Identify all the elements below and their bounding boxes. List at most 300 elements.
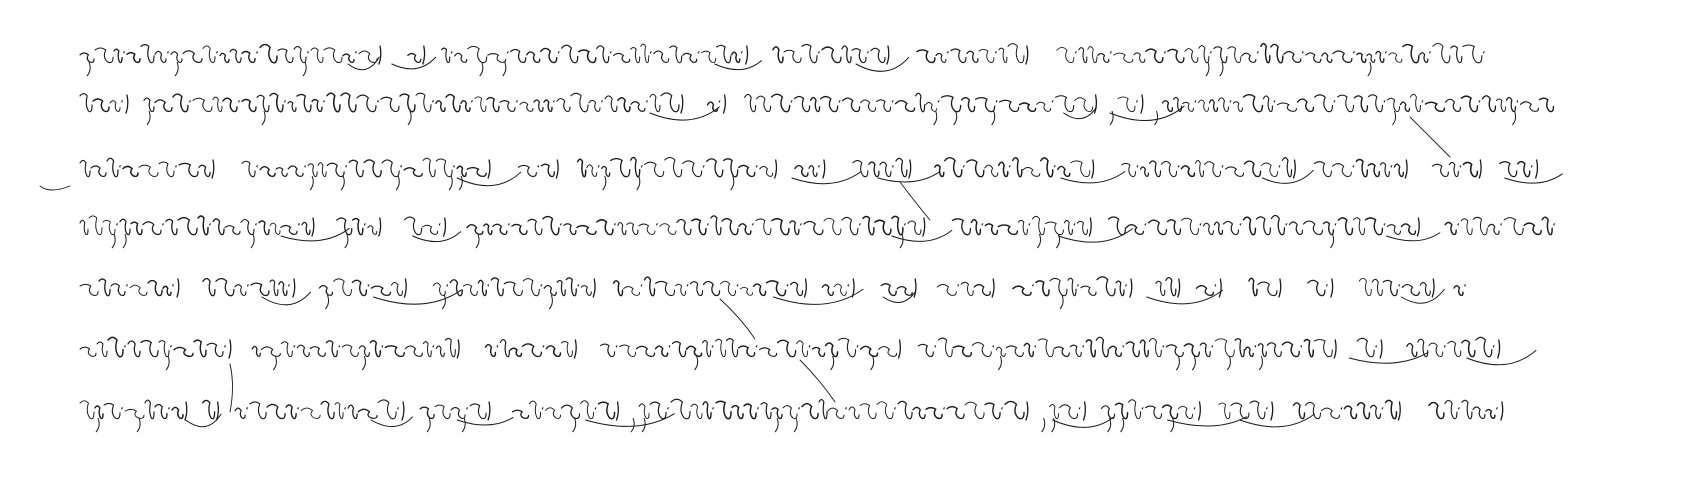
glyph-stroke <box>1037 102 1051 111</box>
descender-stroke <box>396 176 399 190</box>
glyph-stroke <box>1271 44 1283 62</box>
tsheg-mark <box>1383 223 1385 226</box>
glyph-stroke <box>871 48 885 62</box>
glyph-stroke <box>822 285 833 296</box>
cursive-tail <box>186 414 221 427</box>
descender-stroke <box>794 418 797 432</box>
glyph-stroke <box>1445 99 1460 111</box>
glyph-stroke <box>352 280 366 295</box>
glyph-stroke <box>624 287 640 296</box>
glyph-stroke <box>783 406 797 419</box>
tsheg-mark <box>1326 284 1328 287</box>
tsheg-mark <box>323 100 325 103</box>
tsheg-mark <box>1110 51 1112 54</box>
glyph-stroke <box>1250 401 1265 419</box>
tsheg-mark <box>1136 100 1138 103</box>
glyph-stroke <box>926 408 942 419</box>
glyph-stroke <box>1086 340 1095 357</box>
shad-mark <box>1334 340 1336 358</box>
glyph-stroke <box>1402 285 1419 296</box>
tsheg-mark <box>1229 100 1231 103</box>
glyph-stroke <box>605 96 617 112</box>
glyph-stroke <box>947 407 964 419</box>
tsheg-mark <box>1516 100 1518 103</box>
shad-mark <box>379 46 381 64</box>
glyph-stroke <box>979 49 994 62</box>
tsheg-mark <box>1478 100 1480 103</box>
script-line-1 <box>80 38 1580 78</box>
glyph-stroke <box>721 281 736 295</box>
tsheg-mark <box>845 407 847 410</box>
glyph-stroke <box>404 168 422 177</box>
glyph-stroke <box>1245 347 1253 356</box>
tsheg-mark <box>1082 345 1084 348</box>
glyph-stroke <box>739 346 755 356</box>
glyph-stroke <box>93 99 109 112</box>
glyph-stroke <box>491 278 503 296</box>
shad-mark <box>1380 340 1382 358</box>
glyph-stroke <box>942 96 961 112</box>
glyph-stroke <box>687 346 702 356</box>
glyph-stroke <box>199 165 210 176</box>
glyph-stroke <box>1122 163 1136 176</box>
shad-mark <box>899 340 901 358</box>
glyph-stroke <box>985 224 997 235</box>
tsheg-mark <box>542 407 544 410</box>
glyph-stroke <box>442 48 450 62</box>
tsheg-mark <box>466 407 468 410</box>
glyph-stroke <box>318 163 326 177</box>
tsheg-mark <box>1222 165 1224 168</box>
descender-stroke <box>1192 356 1195 370</box>
tsheg-mark <box>1553 223 1555 226</box>
glyph-stroke <box>843 98 860 111</box>
glyph-stroke <box>1338 218 1352 235</box>
tsheg-mark <box>553 100 555 103</box>
glyph-stroke <box>436 159 452 177</box>
glyph-stroke <box>1306 53 1321 62</box>
cursive-tail <box>392 57 436 69</box>
glyph-stroke <box>114 49 122 62</box>
glyph-stroke <box>343 54 354 62</box>
descender-stroke <box>96 418 99 432</box>
shad-mark <box>914 279 916 297</box>
descender-stroke <box>934 111 937 125</box>
cursive-tail <box>650 107 719 120</box>
glyph-stroke <box>270 280 278 296</box>
glyph-stroke <box>961 282 973 295</box>
tsheg-mark <box>209 223 211 226</box>
glyph-stroke <box>971 220 980 235</box>
glyph-stroke <box>370 341 380 357</box>
glyph-stroke <box>371 286 390 295</box>
glyph-stroke <box>333 279 351 296</box>
glyph-stroke <box>1332 164 1351 177</box>
glyph-stroke <box>235 285 246 296</box>
glyph-stroke <box>650 402 666 419</box>
tsheg-mark <box>857 345 859 348</box>
glyph-stroke <box>877 100 891 112</box>
glyph-stroke <box>1162 101 1172 112</box>
tsheg-mark <box>1398 284 1400 287</box>
glyph-stroke <box>1380 163 1389 177</box>
script-line-5 <box>80 271 1580 311</box>
glyph-stroke <box>382 160 399 177</box>
glyph-stroke <box>213 97 222 111</box>
tsheg-mark <box>1496 407 1498 410</box>
glyph-stroke <box>1243 95 1262 112</box>
glyph-stroke <box>1333 51 1352 62</box>
glyph-stroke <box>455 53 467 62</box>
glyph-stroke <box>707 159 723 177</box>
glyph-stroke <box>826 343 838 357</box>
glyph-stroke <box>512 224 527 234</box>
descender-stroke <box>831 356 834 370</box>
shad-mark <box>823 160 825 178</box>
glyph-stroke <box>879 347 897 357</box>
tsheg-mark <box>432 100 434 103</box>
glyph-stroke <box>853 161 868 177</box>
glyph-stroke <box>1432 164 1448 176</box>
glyph-stroke <box>1096 337 1108 357</box>
glyph-stroke <box>1387 225 1400 235</box>
glyph-stroke <box>1102 406 1115 419</box>
glyph-stroke <box>270 223 280 234</box>
glyph-stroke <box>1205 162 1221 177</box>
glyph-stroke <box>1006 346 1023 356</box>
glyph-stroke <box>1261 44 1270 63</box>
glyph-stroke <box>520 102 533 111</box>
descender-stroke <box>166 356 169 370</box>
glyph-stroke <box>918 344 933 356</box>
glyph-stroke <box>967 51 978 62</box>
glyph-stroke <box>436 101 445 112</box>
glyph-stroke <box>359 346 369 357</box>
glyph-stroke <box>562 405 580 418</box>
glyph-stroke <box>348 405 357 418</box>
glyph-stroke <box>702 51 716 62</box>
glyph-stroke <box>1524 223 1541 234</box>
descender-stroke <box>273 356 276 370</box>
shad-mark <box>805 279 807 297</box>
glyph-stroke <box>756 219 771 235</box>
glyph-stroke <box>341 93 356 112</box>
glyph-stroke <box>1126 342 1139 357</box>
glyph-stroke <box>1024 343 1033 356</box>
glyph-stroke <box>467 168 486 177</box>
glyph-stroke <box>703 402 711 419</box>
glyph-stroke <box>711 216 721 235</box>
cursive-tail <box>1240 414 1315 427</box>
glyph-stroke <box>716 401 731 419</box>
glyph-stroke <box>597 220 613 235</box>
tsheg-mark <box>121 407 123 410</box>
descender-stroke <box>449 176 452 190</box>
tsheg-mark <box>614 223 616 226</box>
descender-stroke <box>251 234 254 248</box>
tsheg-mark <box>1142 407 1144 410</box>
tsheg-mark <box>1122 345 1124 348</box>
tsheg-mark <box>1199 223 1201 226</box>
shad-mark <box>992 279 994 297</box>
glyph-stroke <box>310 347 325 357</box>
glyph-stroke <box>130 285 147 295</box>
script-line-4 <box>80 210 1580 250</box>
descender-stroke <box>147 111 150 125</box>
glyph-stroke <box>1383 280 1397 295</box>
line-glyphs <box>80 87 1580 147</box>
glyph-stroke <box>1400 102 1409 111</box>
glyph-stroke <box>1182 166 1195 177</box>
glyph-stroke <box>530 401 541 419</box>
tsheg-mark <box>981 223 983 226</box>
glyph-stroke <box>757 96 771 112</box>
tsheg-mark <box>1032 284 1034 287</box>
glyph-stroke <box>614 281 623 296</box>
glyph-stroke <box>1445 400 1457 418</box>
glyph-stroke <box>917 50 935 63</box>
glyph-stroke <box>207 343 223 356</box>
shad-mark <box>852 279 854 297</box>
glyph-stroke <box>1256 217 1270 235</box>
tsheg-mark <box>293 345 295 348</box>
glyph-stroke <box>335 403 343 419</box>
tsheg-mark <box>809 345 811 348</box>
glyph-stroke <box>1235 339 1244 357</box>
glyph-stroke <box>446 95 460 112</box>
glyph-stroke <box>1394 164 1403 176</box>
glyph-stroke <box>163 286 171 295</box>
cursive-tail <box>883 293 914 303</box>
tsheg-mark <box>1464 284 1466 287</box>
tsheg-mark <box>1333 100 1335 103</box>
glyph-stroke <box>381 97 399 111</box>
glyph-stroke <box>951 49 966 63</box>
shad-mark <box>444 218 446 236</box>
glyph-stroke <box>962 98 975 112</box>
glyph-stroke <box>1097 277 1115 296</box>
tsheg-mark <box>255 223 257 226</box>
descender-stroke <box>427 418 430 432</box>
glyph-stroke <box>577 226 596 235</box>
glyph-stroke <box>198 216 208 235</box>
glyph-stroke <box>1114 53 1133 62</box>
shad-mark <box>312 218 314 236</box>
descender-stroke <box>731 176 734 190</box>
glyph-stroke <box>159 341 169 357</box>
glyph-stroke <box>385 346 404 357</box>
tsheg-mark <box>707 223 709 226</box>
tsheg-mark <box>284 100 286 103</box>
glyph-stroke <box>511 50 526 63</box>
glyph-stroke <box>80 284 98 295</box>
descender-stroke <box>345 234 348 248</box>
flourish-stroke <box>1410 117 1450 157</box>
glyph-stroke <box>311 48 323 63</box>
glyph-stroke <box>809 166 817 177</box>
glyph-stroke <box>1425 102 1444 111</box>
glyph-stroke <box>416 93 431 112</box>
glyph-stroke <box>566 278 576 296</box>
glyph-stroke <box>484 224 492 234</box>
tsheg-mark <box>1285 223 1287 226</box>
glyph-stroke <box>1060 405 1078 419</box>
tsheg-mark <box>712 407 714 410</box>
tsheg-mark <box>126 284 128 287</box>
tsheg-mark <box>859 223 861 226</box>
glyph-stroke <box>89 216 102 235</box>
glyph-stroke <box>1407 344 1417 357</box>
tsheg-mark <box>1493 345 1495 348</box>
tsheg-mark <box>847 284 849 287</box>
glyph-stroke <box>235 408 245 418</box>
tsheg-mark <box>432 345 434 348</box>
descender-stroke <box>480 62 483 76</box>
glyph-stroke <box>1118 97 1135 112</box>
glyph-stroke <box>1322 53 1332 62</box>
tsheg-mark <box>247 284 249 287</box>
glyph-stroke <box>1214 222 1222 234</box>
descender-stroke <box>1330 234 1333 248</box>
shad-mark <box>593 279 595 297</box>
descender-stroke <box>1227 356 1230 370</box>
glyph-stroke <box>1367 54 1375 62</box>
glyph-stroke <box>504 282 522 296</box>
shad-mark <box>909 160 911 178</box>
shad-mark <box>1141 95 1143 113</box>
glyph-stroke <box>475 97 486 112</box>
tsheg-mark <box>446 284 448 287</box>
glyph-stroke <box>1321 408 1339 418</box>
glyph-stroke <box>1429 343 1443 356</box>
glyph-stroke <box>220 53 229 62</box>
tsheg-mark <box>167 51 169 54</box>
glyph-stroke <box>312 100 322 112</box>
glyph-stroke <box>1198 100 1208 111</box>
glyph-stroke <box>1262 163 1278 177</box>
cursive-tail <box>1467 350 1536 364</box>
glyph-stroke <box>120 219 130 234</box>
glyph-stroke <box>104 403 120 418</box>
descender-stroke <box>603 176 606 190</box>
glyph-stroke <box>155 404 167 418</box>
glyph-stroke <box>230 49 241 62</box>
tsheg-mark <box>304 165 306 168</box>
glyph-stroke <box>353 219 363 235</box>
glyph-stroke <box>1504 218 1523 235</box>
glyph-stroke <box>1050 405 1059 419</box>
glyph-stroke <box>260 167 275 177</box>
glyph-stroke <box>327 163 344 176</box>
glyph-stroke <box>1148 220 1166 234</box>
glyph-stroke <box>250 402 266 419</box>
tsheg-mark <box>224 345 226 348</box>
tsheg-mark <box>558 51 560 54</box>
glyph-stroke <box>691 282 703 296</box>
glyph-stroke <box>926 102 937 111</box>
glyph-stroke <box>468 46 487 62</box>
glyph-stroke <box>881 284 896 296</box>
tsheg-mark <box>798 407 800 410</box>
descender-stroke <box>503 62 506 76</box>
glyph-stroke <box>436 346 444 356</box>
descender-stroke <box>1512 111 1515 125</box>
line-glyphs <box>80 394 1580 454</box>
tsheg-mark <box>168 407 170 410</box>
glyph-stroke <box>677 220 691 235</box>
glyph-stroke <box>842 46 851 63</box>
tsheg-mark <box>451 51 453 54</box>
glyph-stroke <box>645 277 655 296</box>
tsheg-mark <box>355 51 357 54</box>
glyph-stroke <box>717 45 731 62</box>
glyph-stroke <box>1462 400 1472 418</box>
tsheg-mark <box>540 284 542 287</box>
glyph-stroke <box>294 47 306 63</box>
glyph-stroke <box>1357 338 1374 356</box>
tsheg-mark <box>121 100 123 103</box>
descender-stroke <box>175 62 178 76</box>
tsheg-mark <box>892 165 894 168</box>
glyph-stroke <box>541 164 554 176</box>
glyph-stroke <box>1461 96 1477 112</box>
glyph-stroke <box>936 53 946 62</box>
line-glyphs <box>80 210 1580 270</box>
glyph-stroke <box>1496 99 1505 111</box>
descender-stroke <box>992 111 995 125</box>
glyph-stroke <box>1267 343 1281 357</box>
glyph-stroke <box>1041 158 1053 177</box>
glyph-stroke <box>461 101 470 112</box>
shad-mark <box>1084 402 1086 420</box>
shad-mark <box>488 160 490 178</box>
glyph-stroke <box>1500 162 1517 177</box>
tsheg-mark <box>595 407 597 410</box>
glyph-stroke <box>216 279 234 296</box>
glyph-stroke <box>522 344 541 357</box>
glyph-stroke <box>155 100 172 112</box>
glyph-stroke <box>1370 405 1380 418</box>
glyph-stroke <box>1418 339 1428 356</box>
tsheg-mark <box>1028 223 1030 226</box>
glyph-stroke <box>435 405 450 419</box>
glyph-stroke <box>1005 401 1024 418</box>
glyph-stroke <box>1199 46 1209 63</box>
glyph-stroke <box>819 400 827 419</box>
glyph-stroke <box>543 217 559 235</box>
glyph-stroke <box>578 159 586 177</box>
shad-mark <box>1089 218 1091 236</box>
descender-stroke <box>408 111 411 125</box>
glyph-stroke <box>1226 167 1244 176</box>
glyph-stroke <box>842 217 858 234</box>
glyph-stroke <box>1462 340 1475 356</box>
glyph-stroke <box>194 340 206 357</box>
tsheg-mark <box>934 345 936 348</box>
glyph-stroke <box>571 93 588 111</box>
glyph-stroke <box>967 160 984 177</box>
glyph-stroke <box>400 94 415 112</box>
glyph-stroke <box>654 51 669 62</box>
shad-mark <box>724 95 726 113</box>
glyph-stroke <box>1058 166 1070 176</box>
tsheg-mark <box>995 51 997 54</box>
glyph-stroke <box>1451 46 1462 63</box>
glyph-stroke <box>1249 278 1257 295</box>
cursive-tail <box>373 290 461 304</box>
line-glyphs <box>80 332 1580 392</box>
glyph-stroke <box>1448 341 1461 356</box>
